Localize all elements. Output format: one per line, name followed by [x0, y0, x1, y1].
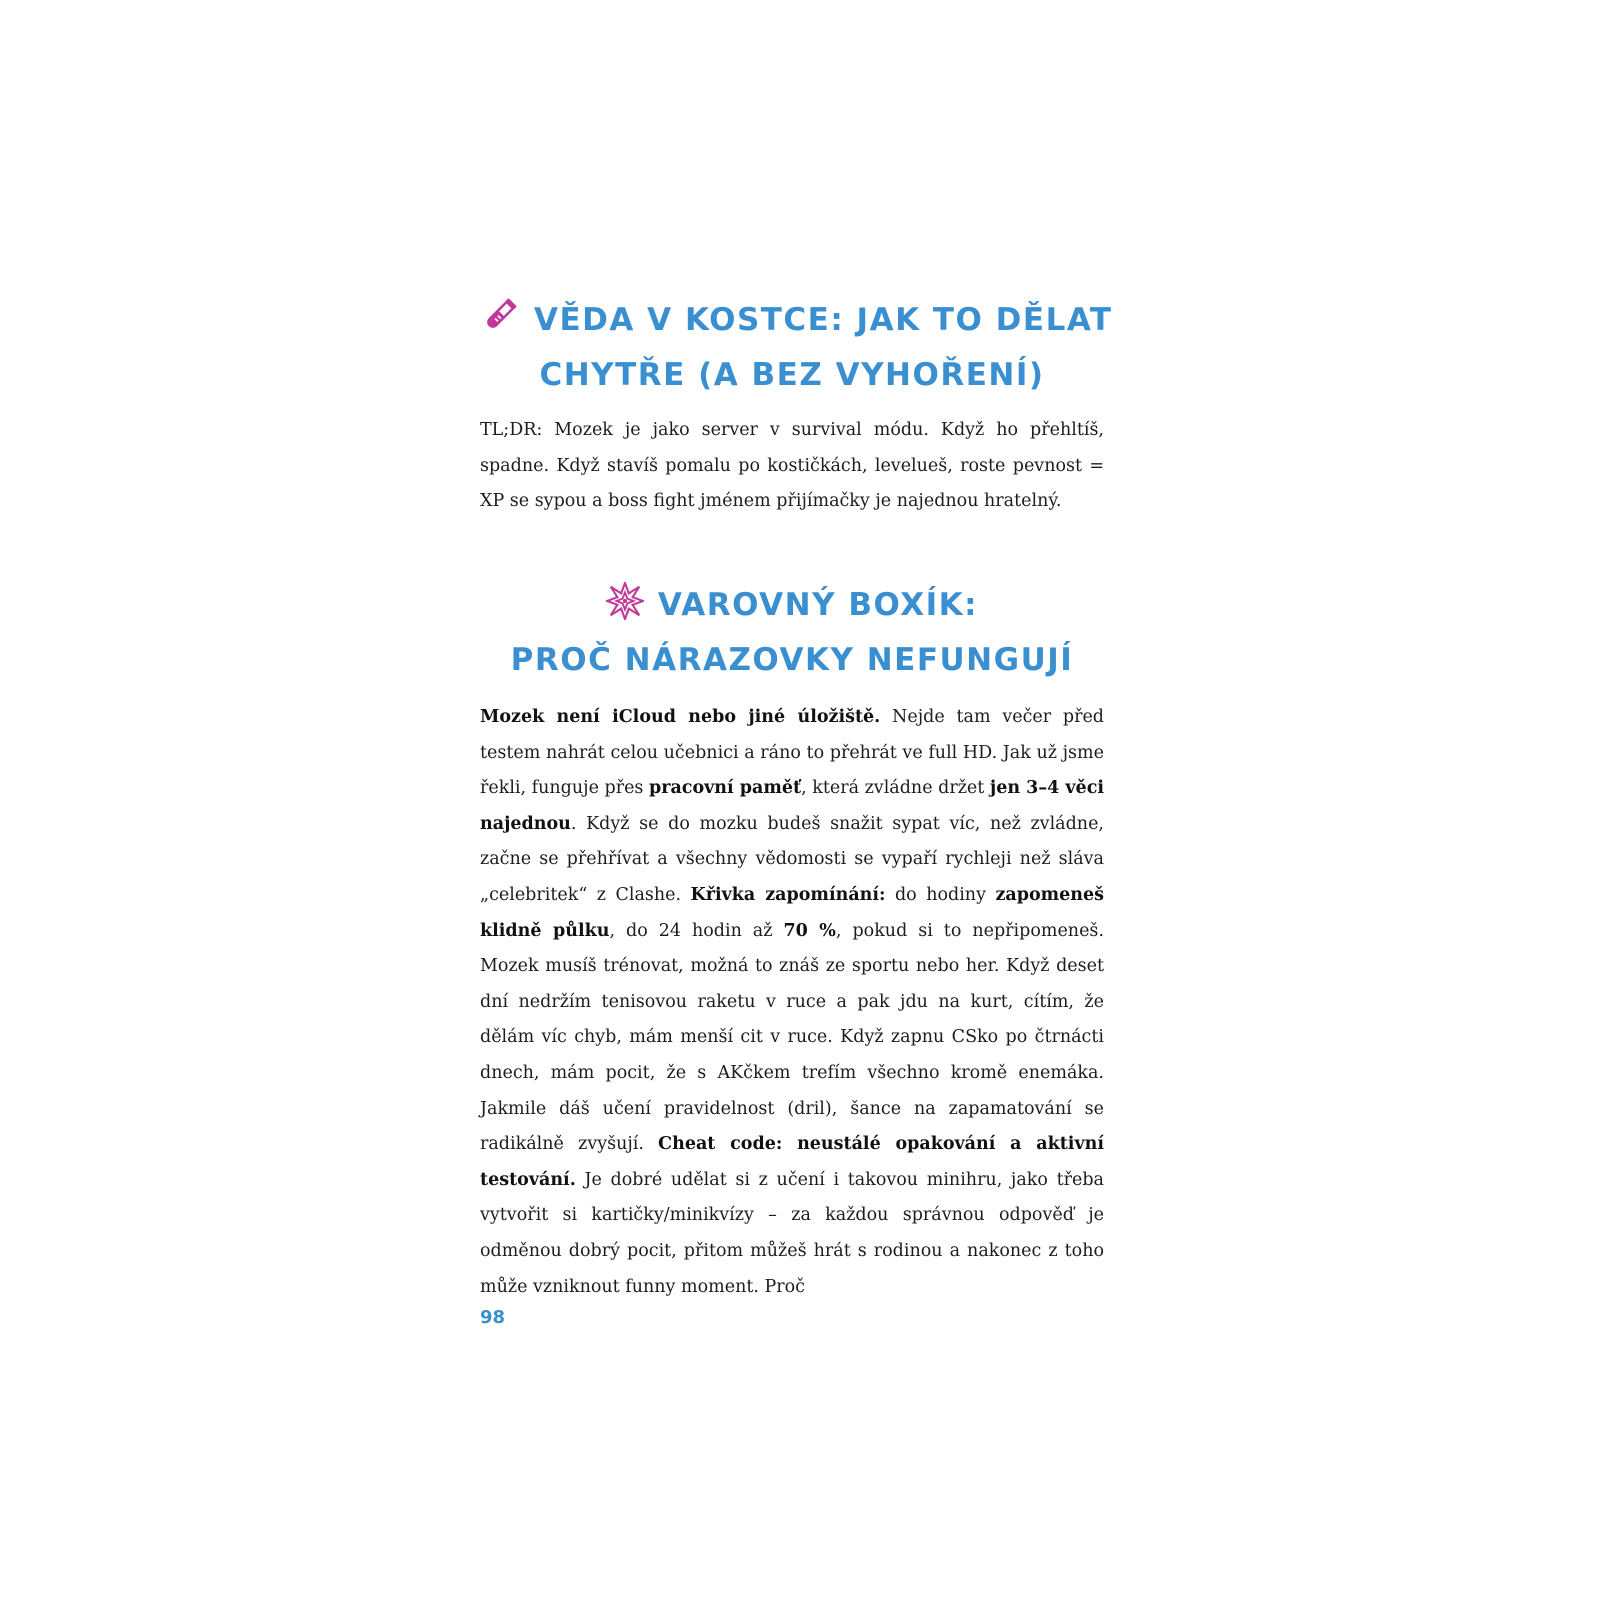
bold-phrase: pracovní paměť — [649, 778, 802, 799]
bold-phrase: Cheat code: neustálé opakování a aktivní testování. — [480, 1134, 1104, 1190]
heading-line-2: PROČ NÁRAZOVKY NEFUNGUJÍ — [510, 642, 1074, 678]
heading-line-1: VĚDA V KOSTCE: JAK TO DĚLAT — [480, 295, 1104, 350]
explosion-icon — [606, 582, 644, 635]
bold-phrase: Mozek není iCloud nebo jiné úložiště. — [480, 707, 881, 727]
tldr-paragraph: TL;DR: Mozek je jako server v survival módu. Když ho přehltíš, spadne. Když stavíš pomalu po kostičkách, levelueš, roste pevnost = XP se sypou a boss fight jménem přijímačky je najednou hratelný. — [480, 420, 1104, 511]
test-tube-icon — [480, 295, 520, 350]
section-heading-science — [480, 295, 1113, 400]
page-number: 98 — [480, 1307, 506, 1328]
warning-body-paragraph: Mozek není iCloud nebo jiné úložiště. Nejde tam večer před testem nahrát celou učebnici a ráno to přehrát ve full HD. Jak už jsme řekli, funguje přes pracovní paměť, která zvládne držet jen 3–4 věci najednou. Když se do mozku budeš snažit sypat víc, než zvládne, začne se přehřívat a všechny vědomosti se vypaří rychleji než sláva „celebritek“ z Clashe. Křivka zapomínání: do hodiny zapomeneš klidně půlku, do 24 hodin až 70 %, pokud si to nepřipomeneš. Mozek musíš trénovat, možná to znáš ze sportu nebo her. Když deset dní nedržím tenisovou raketu v ruce a pak jdu na kurt, cítím, že dělám víc chyb, mám menší cit v ruce. Když zapnu CSko po čtrnácti dnech, mám pocit, že s AKčkem trefím všechno kromě enemáka. Jakmile dáš učení pravidelnost (dril), šance na zapamatování se radikálně zvyšují. Cheat code: neustálé opakování a aktivní testování. Je dobré udělat si z učení i takovou minihru, jako třeba vytvořit si kartičky/minikvízy – za každou správnou odpověď je odměnou dobrý pocit, přitom můžeš hrát s rodinou a nakonec z toho může vzniknout funny moment. Proč — [480, 707, 1105, 1297]
heading-line-1: VAROVNÝ BOXÍK: — [480, 580, 1104, 635]
heading-line-2: CHYTŘE (A BEZ VYHOŘENÍ) — [539, 357, 1045, 393]
book-page — [480, 0, 1113, 1600]
bold-phrase: jen 3–4 věci najednou — [480, 778, 1104, 834]
bold-phrase: zapomeneš klidně půlku — [480, 884, 1104, 941]
bold-phrase: 70 % — [783, 920, 836, 941]
section-heading-warning — [480, 580, 1104, 685]
bold-phrase: Křivka zapomínání: — [690, 884, 886, 905]
